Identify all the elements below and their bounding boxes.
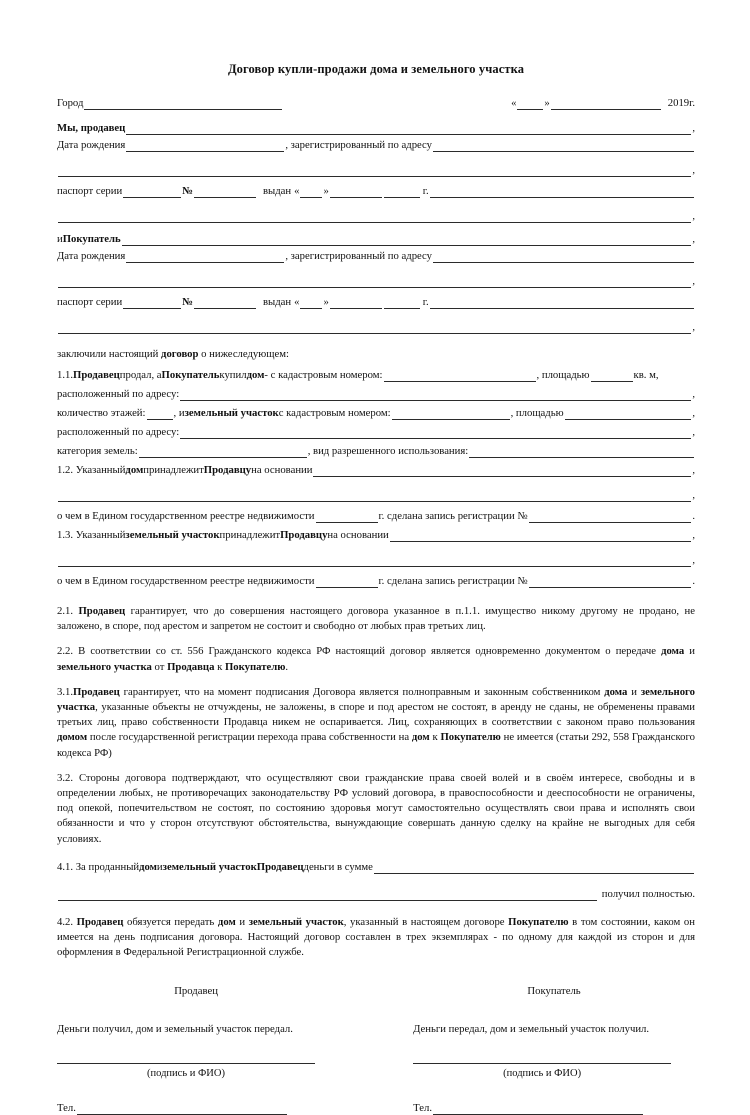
clause-1-2-row — [57, 464, 695, 477]
seller-issuer-comma: , — [692, 210, 695, 222]
clause-4-1-received-row — [57, 888, 695, 901]
clause-1-2-t1: принадлежит — [143, 464, 204, 476]
buyer-issued-month-input[interactable] — [330, 297, 382, 309]
seller-intro-label: Мы, продавец — [57, 122, 126, 134]
clause-1-2-t2: на основании — [251, 464, 313, 476]
clause-1-2-num: 1.2. Указанный — [57, 464, 126, 476]
land-area-comma: , — [692, 407, 695, 419]
clause-2-2-num: 2.2. — [57, 645, 79, 658]
buyer-birth-row — [57, 250, 695, 263]
clause-1-3-seller: Продавцу — [280, 529, 328, 541]
clause-4-1-house: дом — [139, 860, 157, 873]
number-sign-icon-2: № — [182, 296, 193, 308]
clause-3-1-p2: и — [627, 685, 641, 698]
seller-address-input[interactable] — [433, 140, 694, 152]
number-sign-icon: № — [182, 185, 193, 197]
seller-sig-heading: Продавец — [174, 985, 218, 998]
clause-2-1-num: 2.1. — [57, 605, 79, 617]
seller-signature-line[interactable] — [57, 1062, 315, 1064]
clause-2-1 — [57, 604, 695, 634]
clause-1-1-row-a — [57, 369, 695, 382]
land-area-input[interactable] — [565, 408, 692, 420]
clause-4-1-row — [57, 861, 695, 874]
seller-issued-authority-input[interactable] — [430, 186, 694, 198]
buyer-address-input-2[interactable] — [58, 276, 691, 288]
seller-phone-row — [57, 1101, 335, 1115]
clause-1-3-row — [57, 529, 695, 542]
clause-1-2-house: дом — [125, 464, 144, 476]
seller-address-comma: , — [692, 164, 695, 176]
clause-1-3-cont-row — [57, 554, 695, 567]
clause-1-3-t1: принадлежит — [219, 529, 281, 541]
clause-2-2-p3: от — [151, 660, 168, 673]
clause-3-1-p1: гарантирует, что на момент подписания Договора является полноправным и законным собственником — [119, 685, 605, 698]
city-input[interactable] — [84, 98, 282, 110]
clause-3-1-house-acc: дом — [411, 731, 430, 744]
seller-sig-statement: Деньги получил, дом и земельный участок передал. — [57, 1023, 293, 1036]
clause-1-1-t8: , площадью — [510, 407, 564, 419]
buyer-intro-comma: , — [692, 233, 695, 245]
preamble-pre: заключили настоящий — [57, 348, 162, 360]
month-input[interactable] — [551, 98, 661, 110]
seller-address-cont-row — [57, 164, 695, 177]
clause-1-1-t1: продал, а — [119, 369, 162, 381]
seller-signature-column — [57, 984, 335, 1115]
buyer-passport-series-input[interactable] — [123, 297, 181, 309]
land-egrn-date-input[interactable] — [316, 576, 378, 588]
house-egrn-label: о чем в Едином государственном реестре недвижимости — [57, 510, 315, 522]
buyer-issuer-cont-row — [57, 321, 695, 334]
price-amount-input-2[interactable] — [58, 889, 597, 901]
seller-registered-label: , зарегистрированный по адресу — [285, 139, 432, 151]
seller-phone-input[interactable] — [77, 1103, 287, 1115]
seller-issued-label: выдан — [262, 185, 292, 197]
clause-1-2-seller: Продавцу — [203, 464, 252, 476]
page-title: Договор купли-продажи дома и земельного участка — [227, 62, 525, 76]
land-address-label: расположенный по адресу: — [57, 426, 180, 438]
clause-3-2-text: Стороны договора подтверждают, что осуществляют свои гражданские права своей волей и в своём интересе, свободны и в определении любых, не противоречащих законодательству РФ условий договора, в правоспособности и дееспособности не ограничены, под опекой, попечительством не состоят, по состоянию здоровья могут самостоятельно осуществлять свои права и исполнять свои обязанности и что у сторон отсутствуют обстоятельства, вынуждающие совершать данную сделку на крайне не выгодных для себя условиях. — [57, 771, 695, 845]
clause-4-2-land: земельный участок — [248, 915, 344, 928]
house-egrn-date-input[interactable] — [316, 511, 378, 523]
house-basis-input-2[interactable] — [58, 490, 691, 502]
date-quote-open: « — [511, 97, 517, 109]
seller-address-input-2[interactable] — [58, 165, 691, 177]
clause-4-1-t3: деньги в сумме — [303, 860, 373, 873]
house-address-input[interactable] — [180, 389, 691, 401]
buyer-issued-day-input[interactable] — [300, 297, 322, 309]
clause-4-1-num: 4.1. За проданный — [57, 860, 140, 873]
clause-1-1-t3: - с кадастровым номером: — [264, 369, 383, 381]
buyer-issuer-comma: , — [692, 321, 695, 333]
clause-2-1-text: гарантирует, что до совершения настоящего договора указанное в п.1.1. имущество никому другому не продано, не заложено, в споре, под арестом и запретом не состоит и свободно от любых прав третьих лиц. — [57, 605, 696, 633]
clause-1-1-house: дом — [246, 369, 265, 381]
clause-1-1-seller: Продавец — [73, 369, 120, 381]
buyer-signature-line[interactable] — [413, 1062, 671, 1064]
land-address-comma: , — [692, 426, 695, 438]
clause-3-1-house: дома — [604, 685, 628, 698]
land-egrn-mid: г. сделана запись регистрации № — [378, 575, 528, 587]
house-basis-input[interactable] — [313, 465, 691, 477]
clause-4-2-num: 4.2. — [57, 915, 77, 928]
clause-3-2-num: 3.2. — [57, 771, 79, 784]
clause-1-1-t2: купил — [219, 369, 247, 381]
buyer-issued-year-suffix: г. — [422, 296, 429, 308]
buyer-issued-authority-input-2[interactable] — [58, 322, 691, 334]
clause-3-1-p5: к — [429, 731, 441, 744]
land-basis-comma: , — [692, 529, 695, 541]
land-cadastral-input[interactable] — [392, 408, 510, 420]
clause-3-1-house-instr: домом — [57, 731, 88, 744]
seller-issued-authority-input-2[interactable] — [58, 211, 691, 223]
preamble-row — [57, 348, 695, 361]
house-egrn-period: . — [692, 510, 695, 522]
clause-1-2-cont-row — [57, 489, 695, 502]
clause-2-2-p1: В соответствии со ст. 556 Гражданского кодекса РФ настоящий договор является одновременно документом о передаче — [78, 645, 662, 658]
seller-passport-label: паспорт серии — [57, 185, 123, 197]
day-input[interactable] — [517, 98, 543, 110]
seller-issued-quote-open: « — [294, 185, 300, 197]
seller-birth-input[interactable] — [126, 140, 284, 152]
floors-label: количество этажей: — [57, 407, 146, 419]
clause-1-1-address-row-2 — [57, 426, 695, 439]
land-basis-comma-2: , — [692, 554, 695, 566]
buyer-sig-caption: (подпись и ФИО) — [503, 1068, 582, 1080]
buyer-signature-column — [335, 984, 695, 1115]
signature-block — [57, 984, 695, 1115]
buyer-intro-row — [57, 233, 695, 246]
house-area-input[interactable] — [591, 370, 633, 382]
seller-sig-caption: (подпись и ФИО) — [147, 1068, 225, 1080]
buyer-phone-input[interactable] — [433, 1103, 643, 1115]
buyer-address-comma: , — [692, 275, 695, 287]
clause-1-3-egrn-row — [57, 575, 695, 588]
house-address-label: расположенный по адресу: — [57, 388, 180, 400]
clause-3-1-seller: Продавец — [73, 685, 120, 698]
buyer-intro-label: Покупатель — [62, 233, 121, 245]
clause-4-1-land: земельный участок — [162, 860, 257, 873]
clause-3-1 — [57, 685, 695, 761]
clause-4-2-p1: обязуется передать — [123, 915, 218, 928]
clause-1-1-row-b — [57, 407, 695, 420]
buyer-address-input[interactable] — [433, 251, 694, 263]
land-use-input[interactable] — [469, 446, 694, 458]
seller-issued-year-input[interactable] — [384, 186, 420, 198]
buyer-name-input[interactable] — [122, 234, 692, 246]
clause-1-1-num: 1.1. — [57, 369, 74, 381]
land-basis-input-2[interactable] — [58, 555, 691, 567]
clause-4-2-buyer: Покупателю — [508, 915, 569, 928]
buyer-issued-year-input[interactable] — [384, 297, 420, 309]
buyer-intro-prefix: и — [57, 233, 63, 245]
buyer-issued-quote-close: » — [323, 296, 329, 308]
house-egrn-number-input[interactable] — [529, 511, 692, 523]
buyer-address-cont-row — [57, 275, 695, 288]
house-basis-comma-2: , — [692, 489, 695, 501]
clause-1-1-t7: с кадастровым номером: — [278, 407, 391, 419]
clause-2-2-land: земельного участка — [57, 660, 152, 673]
floors-input[interactable] — [147, 408, 173, 420]
clause-2-2-buyer: Покупателю — [224, 660, 286, 673]
seller-passport-number-input[interactable] — [194, 186, 256, 198]
house-egrn-mid: г. сделана запись регистрации № — [378, 510, 528, 522]
buyer-birth-input[interactable] — [126, 251, 284, 263]
seller-issued-year-suffix: г. — [422, 185, 429, 197]
clause-1-3-t2: на основании — [327, 529, 389, 541]
clause-1-3-land: земельный участок — [125, 529, 220, 541]
seller-name-input[interactable] — [126, 123, 691, 135]
land-basis-input[interactable] — [390, 530, 692, 542]
seller-birth-row — [57, 139, 695, 152]
clause-3-1-buyer: Покупателю — [440, 731, 501, 744]
seller-birth-label: Дата рождения — [57, 139, 126, 151]
seller-issued-day-input[interactable] — [300, 186, 322, 198]
land-egrn-number-input[interactable] — [529, 576, 692, 588]
clause-4-2-seller: Продавец — [76, 915, 124, 928]
clause-3-1-p6: не имеется (статьи 292, 558 Гражданского кодекса РФ) — [57, 731, 695, 759]
price-amount-input[interactable] — [374, 862, 694, 874]
clause-3-1-num: 3.1. — [57, 685, 74, 698]
clause-1-1-land: земельный участок — [184, 407, 279, 419]
clause-3-2 — [57, 771, 695, 847]
buyer-sig-statement: Деньги передал, дом и земельный участок получил. — [413, 1023, 650, 1036]
seller-phone-label: Тел. — [57, 1102, 76, 1115]
clause-4-2-house: дом — [217, 915, 236, 928]
land-address-input[interactable] — [180, 427, 691, 439]
land-category-input[interactable] — [139, 446, 307, 458]
seller-passport-row — [57, 185, 695, 198]
house-address-comma: , — [692, 388, 695, 400]
clause-1-1-buyer: Покупатель — [161, 369, 220, 381]
document-content — [57, 0, 695, 1115]
buyer-passport-label: паспорт серии — [57, 296, 123, 308]
clause-2-2-p2: и — [684, 645, 696, 658]
clause-2-2-house: дома — [661, 645, 685, 658]
clause-4-1-seller: Продавец — [256, 860, 304, 873]
buyer-phone-label: Тел. — [413, 1102, 432, 1115]
city-date-row — [57, 97, 695, 110]
seller-intro-row — [57, 122, 695, 135]
land-egrn-period: . — [692, 575, 695, 587]
buyer-sig-heading: Покупатель — [527, 985, 581, 998]
clause-2-1-seller: Продавец — [78, 605, 126, 617]
seller-issued-month-input[interactable] — [330, 186, 382, 198]
clause-2-2 — [57, 644, 695, 674]
clause-1-1-t6: , и — [173, 407, 185, 419]
land-use-label: , вид разрешенного использования: — [307, 445, 469, 457]
price-received-label: получил полностью. — [601, 887, 695, 900]
clause-1-1-t5: кв. м, — [633, 369, 659, 381]
clause-1-2-egrn-row — [57, 510, 695, 523]
buyer-passport-number-input[interactable] — [194, 297, 256, 309]
seller-issuer-cont-row — [57, 210, 695, 223]
clause-1-1-address-row — [57, 388, 695, 401]
clause-3-1-p4: после государственной регистрации перехода права собственности на — [87, 731, 412, 744]
buyer-issued-label: выдан — [262, 296, 292, 308]
clause-2-2-p4: к — [214, 660, 225, 673]
clause-2-2-p5: . — [285, 660, 289, 673]
clause-4-1-t1: и — [156, 860, 163, 873]
clause-4-2-p4: в том состоянии, каком он имеется на день подписания договора. Настоящий договор составлен в трех экземплярах - по одному для каждой из сторон и для оформления в Федеральной Регистрационной службе. — [57, 915, 695, 959]
clause-1-1-category-row — [57, 445, 695, 458]
clause-4-2 — [57, 915, 695, 961]
city-label: Город — [57, 97, 84, 109]
year-label: 2019г. — [667, 97, 695, 109]
clause-3-1-land: земельного участка — [57, 685, 695, 714]
preamble-post: о нижеследующем: — [198, 348, 289, 360]
clause-1-3-num: 1.3. Указанный — [57, 529, 126, 541]
seller-intro-comma: , — [692, 122, 695, 134]
clause-2-2-seller: Продавца — [167, 660, 215, 673]
buyer-issued-quote-open: « — [294, 296, 300, 308]
buyer-passport-row — [57, 296, 695, 309]
buyer-birth-label: Дата рождения — [57, 250, 126, 262]
house-cadastral-input[interactable] — [384, 370, 536, 382]
seller-issued-quote-close: » — [323, 185, 329, 197]
preamble-bold: договор — [161, 348, 199, 360]
buyer-phone-row — [413, 1101, 695, 1115]
house-basis-comma: , — [692, 464, 695, 476]
date-quote-close: » — [544, 97, 550, 109]
seller-passport-series-input[interactable] — [123, 186, 181, 198]
buyer-registered-label: , зарегистрированный по адресу — [285, 250, 432, 262]
land-egrn-label: о чем в Едином государственном реестре недвижимости — [57, 575, 315, 587]
land-category-label: категория земель: — [57, 445, 138, 457]
clause-4-2-p3: , указанный в настоящем договоре — [343, 915, 509, 928]
buyer-issued-authority-input[interactable] — [430, 297, 694, 309]
clause-4-2-p2: и — [235, 915, 249, 928]
clause-1-1-t4: , площадью — [536, 369, 590, 381]
clause-3-1-p3: , указанные объекты не отчуждены, не заложены, в споре и под арестом не состоят, в аренду не сданы, не обременены правами третьих лиц, право собственности Продавца никем не оспаривается. Лиц, сохраняющих в соответствии с законом право пользования — [57, 701, 695, 729]
